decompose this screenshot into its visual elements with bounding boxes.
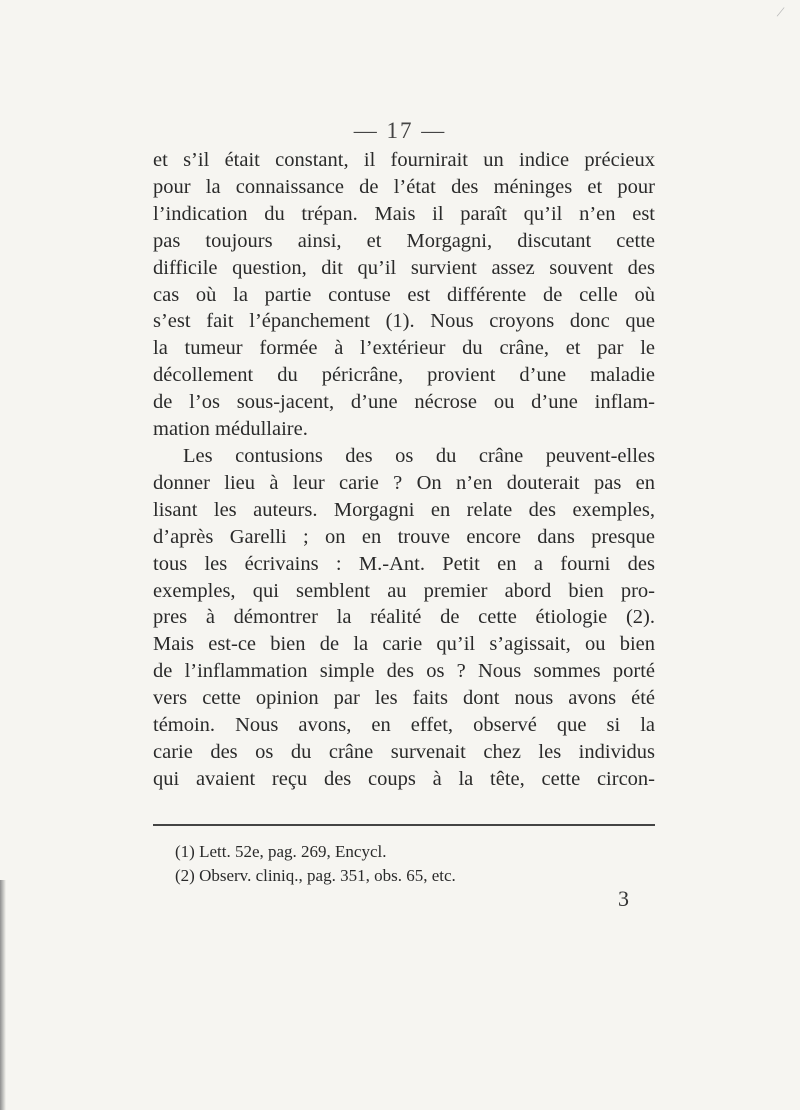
footnotes bbox=[175, 840, 655, 888]
text-line: la tumeur formée à l’extérieur du crâne, et par le bbox=[153, 337, 655, 360]
page-number-header: — 17 — bbox=[353, 118, 447, 143]
footnote-divider bbox=[153, 824, 655, 826]
footnote-2: (2) Observ. cliniq., pag. 351, obs. 65, etc. bbox=[175, 866, 456, 885]
text-line: donner lieu à leur carie ? On n’en douterait pas en bbox=[153, 471, 655, 494]
scan-edge-shadow bbox=[0, 880, 6, 1110]
footnote-1: (1) Lett. 52e, pag. 269, Encycl. bbox=[175, 842, 387, 861]
text-line: lisant les auteurs. Morgagni en relate des exemples, bbox=[153, 498, 655, 521]
text-line: tous les écrivains : M.-Ant. Petit en a fourni des bbox=[153, 552, 655, 575]
text-line: d’après Garelli ; on en trouve encore dans presque bbox=[153, 525, 655, 548]
text-line: pour la connaissance de l’état des méninges et pour bbox=[153, 175, 655, 198]
text-line: et s’il était constant, il fournirait un indice précieux bbox=[153, 149, 655, 171]
text-line: de l’inflammation simple des os ? Nous sommes porté bbox=[153, 660, 655, 683]
text-line: exemples, qui semblent au premier abord bien pro- bbox=[153, 579, 655, 602]
text-line: vers cette opinion par les faits dont nous avons été bbox=[153, 687, 655, 710]
signature-mark: 3 bbox=[618, 886, 629, 911]
text-line: mation médullaire. bbox=[153, 418, 308, 441]
text-line: l’indication du trépan. Mais il paraît qu’il n’en est bbox=[153, 202, 655, 225]
text-line: carie des os du crâne survenait chez les individus bbox=[153, 740, 655, 763]
text-line: qui avaient reçu des coups à la tête, cette circon- bbox=[153, 767, 655, 790]
text-line: cas où la partie contuse est différente de celle où bbox=[153, 283, 655, 306]
text-line: de l’os sous-jacent, d’une nécrose ou d’une inflam- bbox=[153, 391, 655, 414]
text-line: s’est fait l’épanchement (1). Nous croyons donc que bbox=[153, 310, 655, 333]
text-line: Mais est-ce bien de la carie qu’il s’agissait, ou bien bbox=[153, 633, 655, 656]
text-line: Les contusions des os du crâne peuvent-elles bbox=[183, 444, 655, 467]
text-line: pres à démontrer la réalité de cette étiologie (2). bbox=[153, 606, 655, 629]
text-line: pas toujours ainsi, et Morgagni, discutant cette bbox=[153, 229, 655, 252]
text-line: témoin. Nous avons, en effet, observé que si la bbox=[153, 714, 655, 737]
text-line: difficile question, dit qu’il survient assez souvent des bbox=[153, 256, 655, 279]
body-text bbox=[153, 147, 655, 793]
corner-pencil-mark: / bbox=[775, 3, 786, 22]
text-line: décollement du péricrâne, provient d’une maladie bbox=[153, 364, 655, 387]
